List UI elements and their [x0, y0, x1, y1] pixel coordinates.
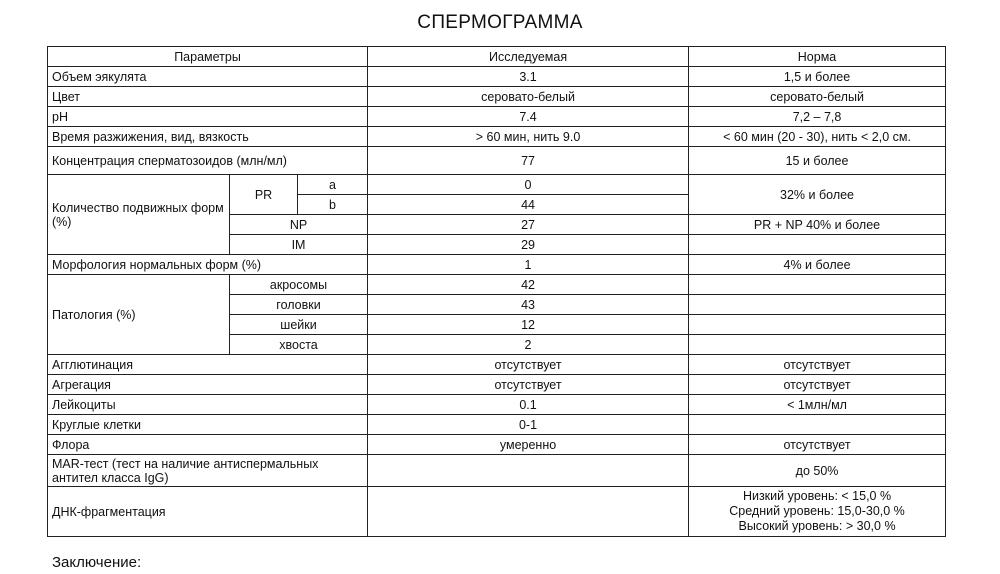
pathology-tail-norm	[689, 335, 946, 355]
liquefaction-label: Время разжижения, вид, вязкость	[48, 127, 368, 147]
pathology-head-norm	[689, 295, 946, 315]
header-row	[48, 47, 946, 67]
pathology-acrosome-label: акросомы	[230, 275, 368, 295]
document-title: СПЕРМОГРАММА	[417, 12, 583, 33]
row-mar-test	[48, 455, 946, 487]
round-cells-norm	[689, 415, 946, 435]
volume-value: 3.1	[368, 67, 689, 87]
mar-test-value	[368, 455, 689, 487]
dna-norm-low: Низкий уровень: < 15,0 %	[742, 489, 892, 503]
pathology-label: Патология (%)	[48, 275, 230, 355]
volume-norm: 1,5 и более	[689, 67, 946, 87]
motility-np-label: NP	[230, 215, 368, 235]
round-cells-value: 0-1	[368, 415, 689, 435]
row-color	[48, 87, 946, 107]
row-agglutination	[48, 355, 946, 375]
motility-pr-label: PR	[230, 175, 298, 215]
flora-value: умеренно	[368, 435, 689, 455]
motility-a-value: 0	[368, 175, 689, 195]
leukocytes-value: 0.1	[368, 395, 689, 415]
row-round-cells	[48, 415, 946, 435]
row-concentration	[48, 147, 946, 175]
motility-np-norm: PR + NP 40% и более	[689, 215, 946, 235]
row-morphology	[48, 255, 946, 275]
color-value: серовато-белый	[368, 87, 689, 107]
pathology-neck-label: шейки	[230, 315, 368, 335]
ph-label: pH	[48, 107, 368, 127]
ph-value: 7.4	[368, 107, 689, 127]
motility-im-value: 29	[368, 235, 689, 255]
color-norm: серовато-белый	[689, 87, 946, 107]
header-params: Параметры	[48, 47, 368, 67]
dna-norm-mid: Средний уровень: 15,0-30,0 %	[729, 504, 905, 518]
leukocytes-norm: < 1млн/мл	[689, 395, 946, 415]
mar-test-norm: до 50%	[689, 455, 946, 487]
row-dna-fragmentation	[48, 487, 946, 537]
pathology-head-label: головки	[230, 295, 368, 315]
ph-norm: 7,2 – 7,8	[689, 107, 946, 127]
concentration-norm: 15 и более	[689, 147, 946, 175]
morphology-label: Морфология нормальных форм (%)	[48, 255, 368, 275]
row-aggregation	[48, 375, 946, 395]
mar-test-label: MAR-тест (тест на наличие антиспермальных антител класса IgG)	[48, 455, 368, 487]
concentration-value: 77	[368, 147, 689, 175]
row-ph	[48, 107, 946, 127]
pathology-acrosome-norm	[689, 275, 946, 295]
motility-im-norm	[689, 235, 946, 255]
dna-norm	[689, 487, 946, 537]
round-cells-label: Круглые клетки	[48, 415, 368, 435]
conclusion-label: Заключение:	[52, 554, 142, 571]
aggregation-value: отсутствует	[368, 375, 689, 395]
aggregation-norm: отсутствует	[689, 375, 946, 395]
motility-a-label: a	[298, 175, 368, 195]
motility-label: Количество подвижных форм (%)	[48, 175, 230, 255]
header-norm: Норма	[689, 47, 946, 67]
morphology-norm: 4% и более	[689, 255, 946, 275]
row-leukocytes	[48, 395, 946, 415]
color-label: Цвет	[48, 87, 368, 107]
agglutination-value: отсутствует	[368, 355, 689, 375]
morphology-value: 1	[368, 255, 689, 275]
pathology-head-value: 43	[368, 295, 689, 315]
motility-b-value: 44	[368, 195, 689, 215]
header-studied: Исследуемая	[368, 47, 689, 67]
pathology-tail-label: хвоста	[230, 335, 368, 355]
pathology-neck-value: 12	[368, 315, 689, 335]
row-volume	[48, 67, 946, 87]
row-pathology-acrosome	[48, 275, 946, 295]
row-motility-a	[48, 175, 946, 195]
pathology-acrosome-value: 42	[368, 275, 689, 295]
flora-label: Флора	[48, 435, 368, 455]
row-liquefaction	[48, 127, 946, 147]
pathology-neck-norm	[689, 315, 946, 335]
volume-label: Объем эякулята	[48, 67, 368, 87]
flora-norm: отсутствует	[689, 435, 946, 455]
motility-b-label: b	[298, 195, 368, 215]
dna-value	[368, 487, 689, 537]
pathology-tail-value: 2	[368, 335, 689, 355]
motility-pr-norm: 32% и более	[689, 175, 946, 215]
results-table	[47, 46, 946, 537]
agglutination-norm: отсутствует	[689, 355, 946, 375]
concentration-label: Концентрация сперматозоидов (млн/мл)	[48, 147, 368, 175]
dna-norm-high: Высокий уровень: > 30,0 %	[738, 519, 896, 533]
agglutination-label: Агглютинация	[48, 355, 368, 375]
motility-im-label: IM	[230, 235, 368, 255]
motility-np-value: 27	[368, 215, 689, 235]
leukocytes-label: Лейкоциты	[48, 395, 368, 415]
row-flora	[48, 435, 946, 455]
aggregation-label: Агрегация	[48, 375, 368, 395]
liquefaction-norm: < 60 мин (20 - 30), нить < 2,0 см.	[689, 127, 946, 147]
liquefaction-value: > 60 мин, нить 9.0	[368, 127, 689, 147]
dna-label: ДНК-фрагментация	[48, 487, 368, 537]
